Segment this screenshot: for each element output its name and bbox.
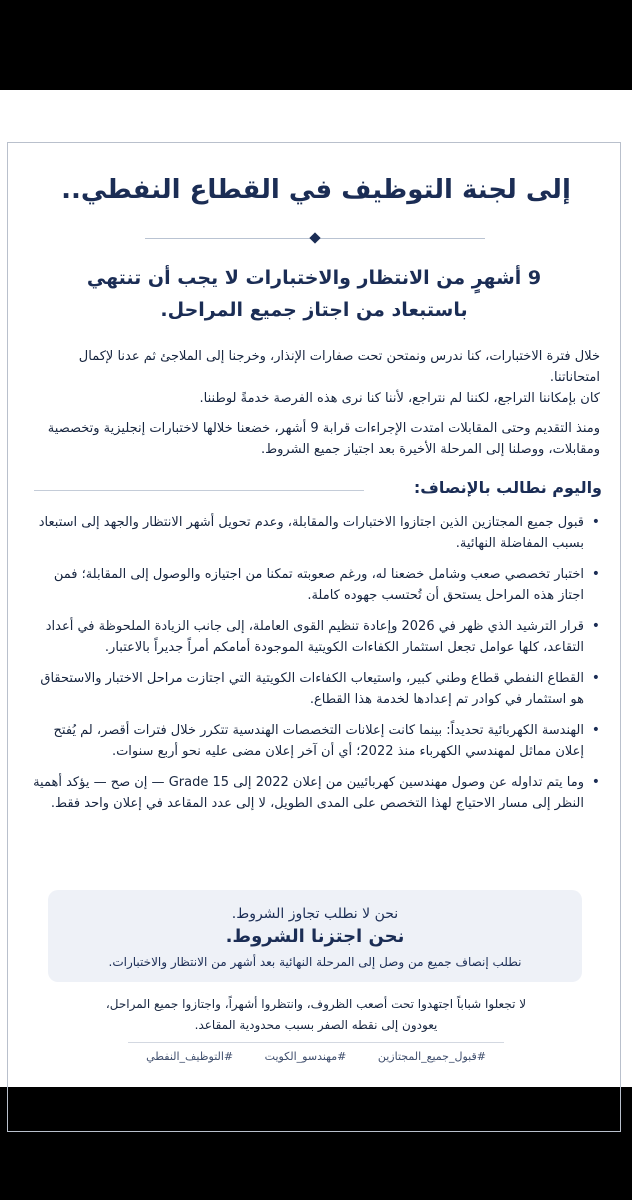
paragraph-no-retreat: كان بإمكاننا التراجع، لكننا لم نتراجع، لأننا كنا نرى هذه الفرصة خدمةً لوطننا. <box>199 391 600 406</box>
bullet-icon: • <box>591 566 600 582</box>
bullet-icon: • <box>591 514 600 530</box>
bullet-icon: • <box>591 774 600 790</box>
closing-text <box>60 994 572 1036</box>
list-item: • الهندسة الكهربائية تحديداً: بينما كانت إعلانات التخصصات الهندسية تتكرر خلال فترات أقصر، لم يُفتح إعلان مماثل لمهندسي الكهرباء منذ 2022؛ أي أن آخر إعلان مضى عليه نحو أربع سنوات. <box>53 722 600 759</box>
hashtag[interactable]: #التوظيف_النفطي <box>146 1050 234 1063</box>
section-divider <box>34 490 364 491</box>
hashtag[interactable]: #مهندسو_الكويت <box>264 1050 347 1063</box>
box-line-1: نحن لا نطلب تجاوز الشروط. <box>231 906 399 922</box>
subtitle-line-1: 9 أشهرٍ من الانتظار والاختبارات لا يجب أن تنتهي <box>86 267 542 289</box>
document-title: إلى لجنة التوظيف في القطاع النفطي.. <box>61 175 571 205</box>
demands-list <box>30 512 602 824</box>
paragraph-exams: خلال فترة الاختبارات، كنا ندرس ونمتحن تحت صفارات الإنذار، وخرجنا إلى الملاجئ ثم عدنا لإكمال امتحاناتنا. <box>78 349 600 385</box>
paragraph-timeline: ومنذ التقديم وحتى المقابلات امتدت الإجراءات قرابة 9 أشهر، خضعنا خلالها لاختبارات إنجليزية وتخصصية ومقابلات، ووصلنا إلى المرحلة الأخيرة بعد اجتياز جميع الشروط. <box>47 421 600 457</box>
list-item: • وما يتم تداوله عن وصول مهندسين كهربائيين من إعلان 2022 إلى Grade 15 — إن صح — يؤكد أهمية النظر إلى مسار الاحتياج لهذا التخصص على المدى الطويل، لا إلى عدد المقاعد في إعلان واحد فقط. <box>33 774 600 811</box>
hashtags-divider <box>128 1042 504 1043</box>
list-item: • قبول جميع المجتازين الذين اجتازوا الاختبارات والمقابلة، وعدم تحويل أشهر الانتظار والجهد إلى استبعاد بسبب المفاضلة النهائية. <box>38 514 600 551</box>
document-subtitle <box>66 262 562 326</box>
list-item: • القطاع النفطي قطاع وطني كبير، واستيعاب الكفاءات الكويتية التي اجتازت مراحل الاختبار والاستحقاق هو استثمار في كوادر تم إعدادها لخدمة هذا القطاع. <box>40 670 600 707</box>
box-line-2: نحن اجتزنا الشروط. <box>225 926 405 947</box>
hashtag[interactable]: #قبول_جميع_المجتازين <box>377 1050 486 1063</box>
subtitle-line-2: باستبعاد من اجتاز جميع المراحل. <box>160 299 468 321</box>
hashtags <box>60 1050 572 1063</box>
section-heading: واليوم نطالب بالإنصاف: <box>413 478 602 497</box>
list-item: • قرار الترشيد الذي ظهر في 2026 وإعادة تنظيم القوى العاملة، إلى جانب الزيادة الملحوظة في أعداد التقاعد، كلها عوامل تجعل استثمار الكفاءات الكويتية الموجودة أمامكم أمراً جديراً بالاعتبار. <box>45 618 600 655</box>
list-item: • اختبار تخصصي صعب وشامل خضعنا له، ورغم صعوبته تمكنا من اجتيازه والوصول إلى المقابلة؛ فمن اجتاز هذه المراحل يستحق أن تُحتسب جهوده كاملة. <box>53 566 600 603</box>
bullet-icon: • <box>591 618 600 634</box>
closing-line-2: يعودون إلى نقطه الصفر بسبب محدودية المقاعد. <box>194 1018 438 1032</box>
bullet-icon: • <box>591 670 600 686</box>
box-line-3: نطلب إنصاف جميع من وصل إلى المرحلة النهائية بعد أشهر من الانتظار والاختبارات. <box>108 955 522 969</box>
closing-line-1: لا تجعلوا شباباً اجتهدوا تحت أصعب الظروف، وانتظروا أشهراً، واجتازوا جميع المراحل، <box>105 997 527 1011</box>
bullet-icon: • <box>591 722 600 738</box>
